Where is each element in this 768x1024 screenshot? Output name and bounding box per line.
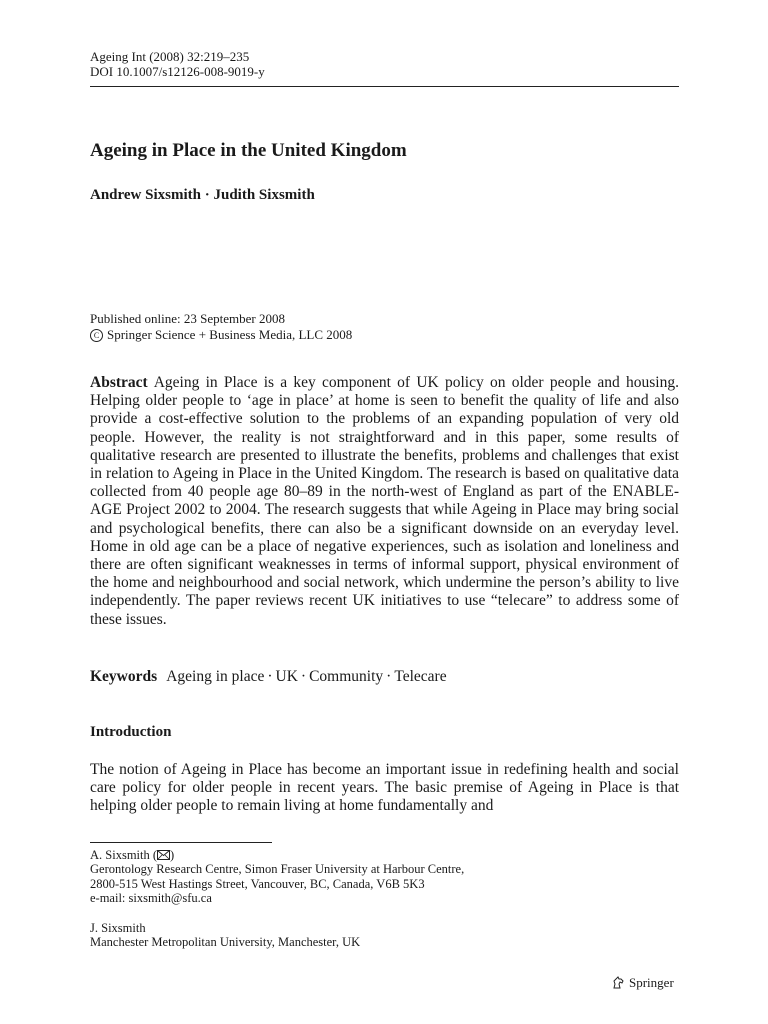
published-date: Published online: 23 September 2008: [90, 311, 285, 326]
footnote-author2: J. Sixsmith: [90, 921, 146, 935]
author1-name: A. Sixsmith (: [90, 848, 158, 862]
keyword: Ageing in place: [166, 668, 265, 685]
publisher-name: Springer: [629, 975, 674, 990]
journal-citation: Ageing Int (2008) 32:219–235: [90, 49, 250, 64]
keyword: Community: [309, 668, 384, 685]
authors: Andrew Sixsmith · Judith Sixsmith: [90, 187, 315, 203]
copyright-text: Springer Science + Business Media, LLC 2008: [107, 327, 353, 342]
keyword: UK: [275, 668, 298, 685]
envelope-icon[interactable]: [157, 850, 170, 860]
keyword-separator: ·: [386, 668, 392, 685]
copyright-icon: C: [90, 329, 103, 342]
abstract: [90, 374, 679, 629]
springer-horse-icon: [611, 976, 625, 990]
copyright-line: [90, 327, 352, 343]
keyword-separator: ·: [267, 668, 273, 685]
footnote-author1: A. Sixsmith ( ): [90, 848, 175, 862]
footnote-address1: 2800-515 West Hastings Street, Vancouver, BC, Canada, V6B 5K3: [90, 877, 425, 891]
section-heading-introduction: Introduction: [90, 724, 172, 740]
keywords-label: Keywords: [90, 668, 158, 685]
header-rule: [90, 86, 679, 87]
doi[interactable]: DOI 10.1007/s12126-008-9019-y: [90, 64, 265, 79]
footnote-email[interactable]: e-mail: sixsmith@sfu.ca: [90, 891, 212, 905]
paper-title: Ageing in Place in the United Kingdom: [90, 140, 407, 161]
keywords: [90, 668, 447, 686]
keyword-separator: ·: [300, 668, 307, 685]
footnote-rule: [90, 842, 272, 843]
footnote-affiliation1: Gerontology Research Centre, Simon Fraser University at Harbour Centre,: [90, 862, 465, 876]
publisher-logo: [611, 975, 674, 991]
footnote-affiliation2: Manchester Metropolitan University, Manchester, UK: [90, 935, 361, 949]
abstract-label: Abstract: [90, 374, 148, 391]
keyword: Telecare: [394, 668, 447, 685]
abstract-text: Ageing in Place is a key component of UK policy on older people and housing. Helping older people to ‘age in place’ at home is seen to benefit the quality of life and also provide a cost-effective solution to the problems of an expanding population of very old people. However, the reality is not straightforward and in this paper, some results of qualitative research are presented to illustrate the benefits, problems and challenges that exist in relation to Ageing in Place in the United Kingdom. The research is based on qualitative data collected from 40 people age 80–89 in the north-west of England as part of the ENABLE-AGE Project 2002 to 2004. The research suggests that while Ageing in Place may bring social and psychological benefits, there can also be a significant downside on an everyday level. Home in old age can be a place of negative experiences, such as isolation and loneliness and there are often significant weaknesses in terms of informal support, physical environment of the home and neighbourhood and social network, which undermine the person’s ability to live independently. The paper reviews recent UK initiatives to use “telecare” to address some of these issues.: [90, 374, 679, 628]
introduction-text: The notion of Ageing in Place has become an important issue in redefining health and social care policy for older people in recent years. The basic premise of Ageing in Place is that helping older people to remain living at home fundamentally and: [90, 761, 679, 815]
